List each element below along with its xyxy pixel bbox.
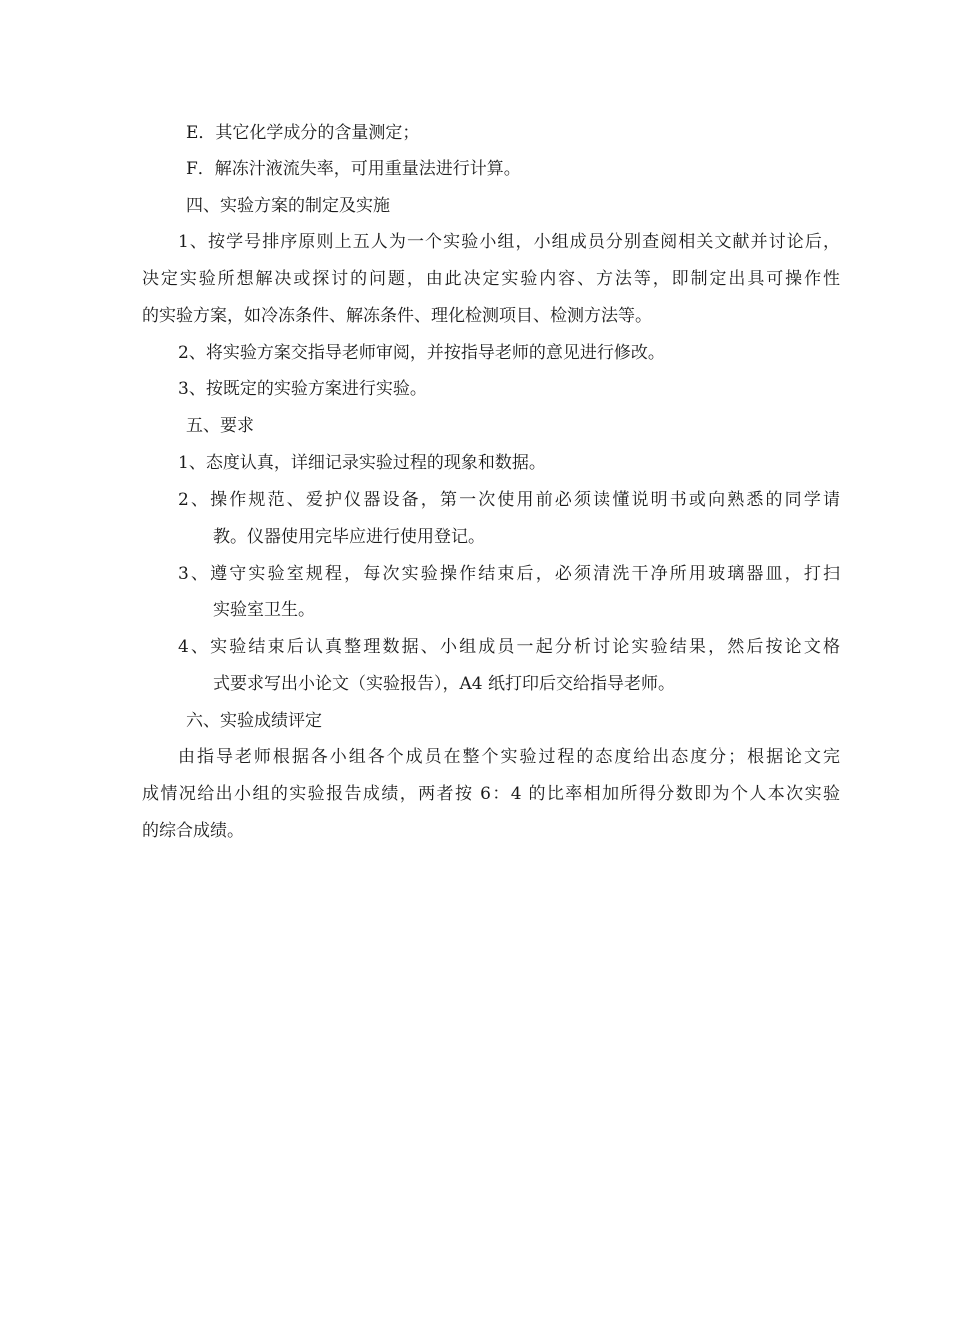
requirement-item: 3、遵守实验室规程，每次实验操作结束后，必须清洗干净所用玻璃器皿，打扫 (178, 564, 840, 584)
section-heading-4: 四、实验方案的制定及实施 (186, 196, 390, 216)
paragraph-line: 1、按学号排序原则上五人为一个实验小组，小组成员分别查阅相关文献并讨论后， (178, 232, 840, 252)
paragraph: 2、将实验方案交指导老师审阅，并按指导老师的意见进行修改。 (178, 343, 665, 363)
paragraph-line: 的实验方案，如冷冻条件、解冻条件、理化检测项目、检测方法等。 (142, 306, 652, 326)
requirement-item: 4、实验结束后认真整理数据、小组成员一起分析讨论实验结果，然后按论文格 (178, 637, 840, 657)
section-heading-6: 六、实验成绩评定 (186, 711, 322, 731)
paragraph-line: 决定实验所想解决或探讨的问题，由此决定实验内容、方法等，即制定出具可操作性 (142, 269, 840, 289)
requirement-item-continuation: 实验室卫生。 (213, 600, 315, 620)
requirement-item-continuation: 式要求写出小论文（实验报告），A4 纸打印后交给指导老师。 (213, 674, 675, 694)
section-heading-5: 五、要求 (186, 416, 254, 436)
requirement-item: 2、操作规范、爱护仪器设备，第一次使用前必须读懂说明书或向熟悉的同学请 (178, 490, 840, 510)
paragraph: 3、按既定的实验方案进行实验。 (178, 379, 427, 399)
paragraph-line: 成情况给出小组的实验报告成绩，两者按 6：4 的比率相加所得分数即为个人本次实验 (142, 784, 840, 804)
requirement-item: 1、态度认真，详细记录实验过程的现象和数据。 (178, 453, 546, 473)
paragraph-line: 的综合成绩。 (142, 821, 244, 841)
requirement-item-continuation: 教。仪器使用完毕应进行使用登记。 (213, 527, 485, 547)
paragraph-line: 由指导老师根据各小组各个成员在整个实验过程的态度给出态度分；根据论文完 (178, 747, 840, 767)
list-item-f: F．解冻汁液流失率，可用重量法进行计算。 (186, 159, 521, 179)
list-item-e: E．其它化学成分的含量测定； (186, 123, 420, 143)
